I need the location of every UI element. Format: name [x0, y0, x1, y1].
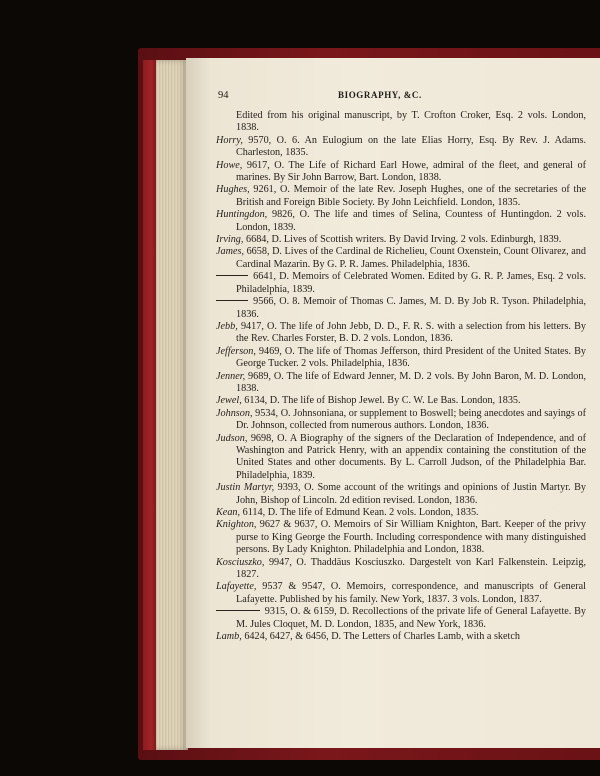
entry-text: 9698, O. A Biography of the signers of the Declaration of Independence, and of Washington and Patrick Henry, with an appendix containing the constitution of the United States and other documents. By L. Carroll Judson, of the Philadelphia Bar. Philadelphia, 1839. — [236, 432, 586, 481]
entry-text: 9393, O. Some account of the writings and opinions of Justin Martyr. By John, Bishop of Lincoln. 2d edition revised. London, 1836. — [236, 482, 586, 506]
entry-text: 9947, O. Thaddäus Kosciuszko. Dargestelt von Karl Falkenstein. Leipzig, 1827. — [236, 556, 586, 581]
entry-name: Jewel, — [216, 395, 242, 407]
catalog-entry — [216, 271, 586, 296]
entry-name: Howe, — [216, 159, 243, 171]
entry-name: Irving, — [216, 234, 244, 246]
catalog-entry — [216, 371, 586, 396]
ditto-rule — [216, 300, 248, 301]
entry-name: Kosciuszko, — [216, 556, 265, 568]
catalog-entry — [216, 408, 586, 433]
catalog-entry — [216, 519, 586, 556]
continuation-text: Edited from his original manuscript, by T. Crofton Croker, Esq. 2 vols. London, 1838. — [236, 110, 586, 134]
entry-text: 9627 & 9637, O. Memoirs of Sir William Knighton, Bart. Keeper of the privy purse to King George the Fourth. Including correspondence with many distinguished persons. By Lady Knighton. Philadelphia and London, 1838. — [236, 519, 586, 556]
entry-text: 9261, O. Memoir of the late Rev. Joseph Hughes, one of the secretaries of the British and Foreign Bible Society. By John Leichfield. London, 1835. — [236, 184, 586, 208]
entry-text: 9689, O. The life of Edward Jenner, M. D. 2 vols. By John Baron, M. D. London, 1838. — [236, 370, 586, 394]
entry-text: 6684, D. Lives of Scottish writers. By David Irving. 2 vols. Edinburgh, 1839. — [243, 234, 562, 246]
page-header — [218, 90, 578, 106]
catalog-entry — [216, 321, 586, 346]
entry-text: 9534, O. Johnsoniana, or supplement to Boswell; being anecdotes and sayings of Dr. Johnson, collected from numerous authors. London, 1836. — [236, 407, 586, 432]
catalog-entry — [216, 234, 586, 246]
entry-text: 6134, D. The life of Bishop Jewel. By C. W. Le Bas. London, 1835. — [241, 395, 521, 407]
entry-name: Horry, — [216, 134, 243, 146]
entry-name: Hughes, — [216, 184, 250, 196]
book-spine-edge — [143, 60, 157, 750]
entry-text: 6658, D. Lives of the Cardinal de Richelieu, Count Oxenstein, Count Olivarez, and Cardinal Mazarin. By G. P. R. James. Philadelphia, 1836. — [236, 246, 586, 270]
catalog-entry — [216, 631, 586, 643]
page-number: 94 — [218, 90, 229, 101]
entry-text: 9469, O. The life of Thomas Jefferson, third President of the United States. By George Tucker. 2 vols. Philadelphia, 1836. — [236, 345, 586, 370]
book-page — [186, 58, 600, 748]
catalog-entry — [216, 160, 586, 185]
entry-name: James, — [216, 246, 245, 258]
ditto-rule — [216, 610, 260, 611]
catalog-entry — [216, 581, 586, 606]
catalog-entry — [216, 209, 586, 234]
ditto-rule — [216, 275, 248, 276]
entry-text: 6641, D. Memoirs of Celebrated Women. Edited by G. R. P. James, Esq. 2 vols. Philadelphia, 1839. — [236, 271, 586, 295]
entry-name: Judson, — [216, 432, 248, 444]
entry-name: Jebb, — [216, 320, 238, 332]
catalog-entry — [216, 507, 586, 519]
entry-text: 9315, O. & 6159, D. Recollections of the private life of General Lafayette. By M. Jules Cloquet, M. D. London, 1835, and New York, 1836. — [236, 606, 586, 630]
catalog-entry — [216, 606, 586, 631]
catalog-entry — [216, 296, 586, 321]
entry-text: 9617, O. The Life of Richard Earl Howe, admiral of the fleet, and general of marines. By Sir John Barrow, Bart. London, 1838. — [236, 159, 586, 184]
entry-name: Johnson, — [216, 407, 253, 419]
entry-name: Knighton, — [216, 519, 257, 531]
text-block — [216, 110, 586, 643]
entry-name: Jenner, — [216, 370, 246, 382]
entry-name: Lafayette, — [216, 581, 257, 593]
catalog-entry — [216, 557, 586, 582]
entry-list — [216, 135, 586, 644]
catalog-entry — [216, 135, 586, 160]
catalog-entry — [216, 433, 586, 483]
entry-text: 6424, 6427, & 6456, D. The Letters of Charles Lamb, with a sketch — [241, 631, 520, 643]
entry-text: 9566, O. 8. Memoir of Thomas C. James, M. D. By Job R. Tyson. Philadelphia, 1836. — [236, 296, 586, 320]
entry-text: 6114, D. The life of Edmund Kean. 2 vols. London, 1835. — [240, 507, 479, 518]
entry-name: Justin Martyr, — [216, 482, 275, 494]
entry-name: Jefferson, — [216, 345, 256, 357]
entry-text: 9570, O. 6. An Eulogium on the late Elias Horry, Esq. By Rev. J. Adams. Charleston, 1835. — [236, 134, 586, 159]
catalog-entry — [216, 184, 586, 209]
entry-text: 9826, O. The life and times of Selina, Countess of Huntingdon. 2 vols. London, 1839. — [236, 209, 586, 233]
page-edges — [156, 60, 188, 750]
entry-text: 9537 & 9547, O. Memoirs, correspondence, and manuscripts of General Lafayette. Published by his family. New York, 1837. 3 vols. London, 1837. — [236, 581, 586, 605]
catalog-entry — [216, 246, 586, 271]
running-head: BIOGRAPHY, &C. — [338, 90, 422, 100]
catalog-entry — [216, 482, 586, 507]
entry-name: Kean, — [216, 507, 241, 518]
entry-name: Huntingdon, — [216, 209, 268, 221]
catalog-entry — [216, 346, 586, 371]
entry-name: Lamb, — [216, 631, 242, 643]
catalog-entry — [216, 395, 586, 407]
entry-text: 9417, O. The life of John Jebb, D. D., F. R. S. with a selection from his letters. By the Rev. Charles Forster, B. D. 2 vols. London, 1836. — [236, 320, 586, 345]
